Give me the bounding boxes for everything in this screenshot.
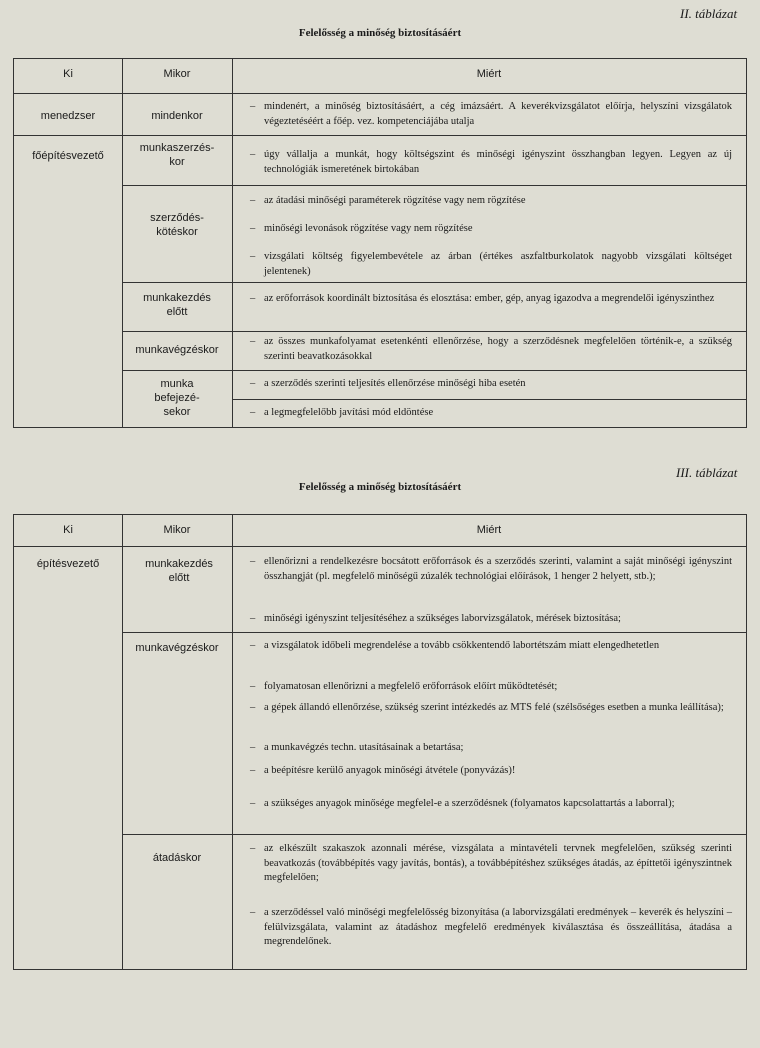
mikor-munkakezdes-elott: munkakezdés előtt xyxy=(145,558,213,584)
miert-item: – az átadási minőségi paraméterek rögzítése vagy nem rögzítése xyxy=(250,195,526,206)
header-miert: Miért xyxy=(476,68,502,80)
ki-foepitesvezeto: főépítésvezető xyxy=(32,150,104,162)
miert-item: – vizsgálati költség figyelembevétele az árban (értékes aszfaltburkolatok nagyobb vizsgálati költséget jelentenek) xyxy=(250,251,732,277)
header-mikor: Mikor xyxy=(163,68,191,80)
miert-item: – az erőforrások koordinált biztosítása és elosztása: ember, gép, anyag igazodva a megrendelői igényszinthez xyxy=(250,293,715,304)
ki-epitesvezeto: építésvezető xyxy=(36,558,100,570)
table-2-label: II. táblázat xyxy=(680,6,738,21)
mikor-atadaskor: átadáskor xyxy=(152,852,202,864)
table-2-title: Felelősség a minőség biztosításáért xyxy=(298,27,462,39)
table-3-title: Felelősség a minőség biztosításáért xyxy=(298,481,462,493)
header-ki: Ki xyxy=(63,524,73,536)
ki-menedzser: menedzser xyxy=(40,110,96,122)
miert-item: – a vizsgálatok időbeli megrendelése a tovább csökkentendő labortétszám miatt elengedhetetlen xyxy=(250,640,660,651)
header-mikor: Mikor xyxy=(163,524,191,536)
miert-item: – minőségi igényszint teljesítéséhez a szükséges laborvizsgálatok, mérések biztosítása; xyxy=(250,613,621,624)
mikor-munkavegzeskor: munkavégzéskor xyxy=(135,344,219,356)
miert-item: – a szerződés szerinti teljesítés ellenőrzése minőségi hiba esetén xyxy=(250,378,526,389)
mikor-munka-befejezesekor: munka befejezé-sekor xyxy=(154,378,200,418)
miert-item: – minőségi levonások rögzítése vagy nem rögzítése xyxy=(250,223,473,234)
miert-item: – a munkavégzés techn. utasításainak a betartása; xyxy=(250,742,464,753)
mikor-munkavegzeskor: munkavégzéskor xyxy=(135,642,219,654)
table-2 xyxy=(13,58,747,428)
mikor-szerzodeskoteskor: szerződés-kötéskor xyxy=(150,212,204,238)
miert-item: – a szükséges anyagok minősége megfelel-e a szerződésnek (folyamatos kapcsolattartás a laborral); xyxy=(250,798,675,809)
miert-item: – a legmegfelelőbb javítási mód eldöntése xyxy=(250,407,434,418)
table-3-label: III. táblázat xyxy=(676,465,738,480)
miert-item: – a beépítésre kerülő anyagok minőségi átvétele (ponyvázás)! xyxy=(250,765,516,776)
mikor-mindenkor: mindenkor xyxy=(151,110,203,122)
miert-item: – az összes munkafolyamat esetenkénti ellenőrzése, hogy a szerződésnek megfelelően történik-e, a szükség szerinti beavatkozásokkal xyxy=(250,336,732,362)
header-ki: Ki xyxy=(63,68,73,80)
miert-item: – a gépek állandó ellenőrzése, szükség szerint intézkedés az MTS felé (szélsőséges esetben a munka leállítása); xyxy=(250,702,724,713)
header-miert: Miért xyxy=(476,524,502,536)
mikor-munkaszerzeskor: munkaszerzés-kor xyxy=(139,142,215,168)
miert-item: – mindenért, a minőség biztosításáért, a cég imázsáért. A keverékvizsgálatot előírja, helyszíni vizsgálatok végeztetéséért a főép. vez. kompetenciájába utalja xyxy=(250,101,732,127)
miert-item: – folyamatosan ellenőrizni a megfelelő erőforrások előírt működtetését; xyxy=(250,681,558,692)
miert-item: – ellenőrizni a rendelkezésre bocsátott erőforrások és a szerződés szerinti, valamint a saját minőségi igényszint összhangját (pl. megfelelő minőségű zúzalék technológiai előírások, 1 henger 2 helyett, stb.); xyxy=(250,556,732,582)
mikor-munkakezdes-elott: munkakezdés előtt xyxy=(143,292,211,318)
miert-item: – az elkészült szakaszok azonnali mérése, vizsgálata a mintavételi tervnek megfelelően, szükség szerinti beavatkozás (továbbépítés vagy javítás, bontás), a továbbépítéshez szükséges átadás, az építtetői igényszintnek megfelelően; xyxy=(250,843,732,883)
table-3 xyxy=(13,514,747,970)
miert-item: – úgy vállalja a munkát, hogy költségszint és minőségi igényszint összhangban legyen. Legyen az új technológiák ismeretének birtokában xyxy=(250,149,732,175)
miert-item: – a szerződéssel való minőségi megfelelősség bizonyítása (a laborvizsgálati eredmények – keverék és helyszíni – felülvizsgálata, valamint az átadáshoz megfelelő eredmények kiválasztása és összeállítása, átadása a megrendelőnek. xyxy=(250,907,732,947)
